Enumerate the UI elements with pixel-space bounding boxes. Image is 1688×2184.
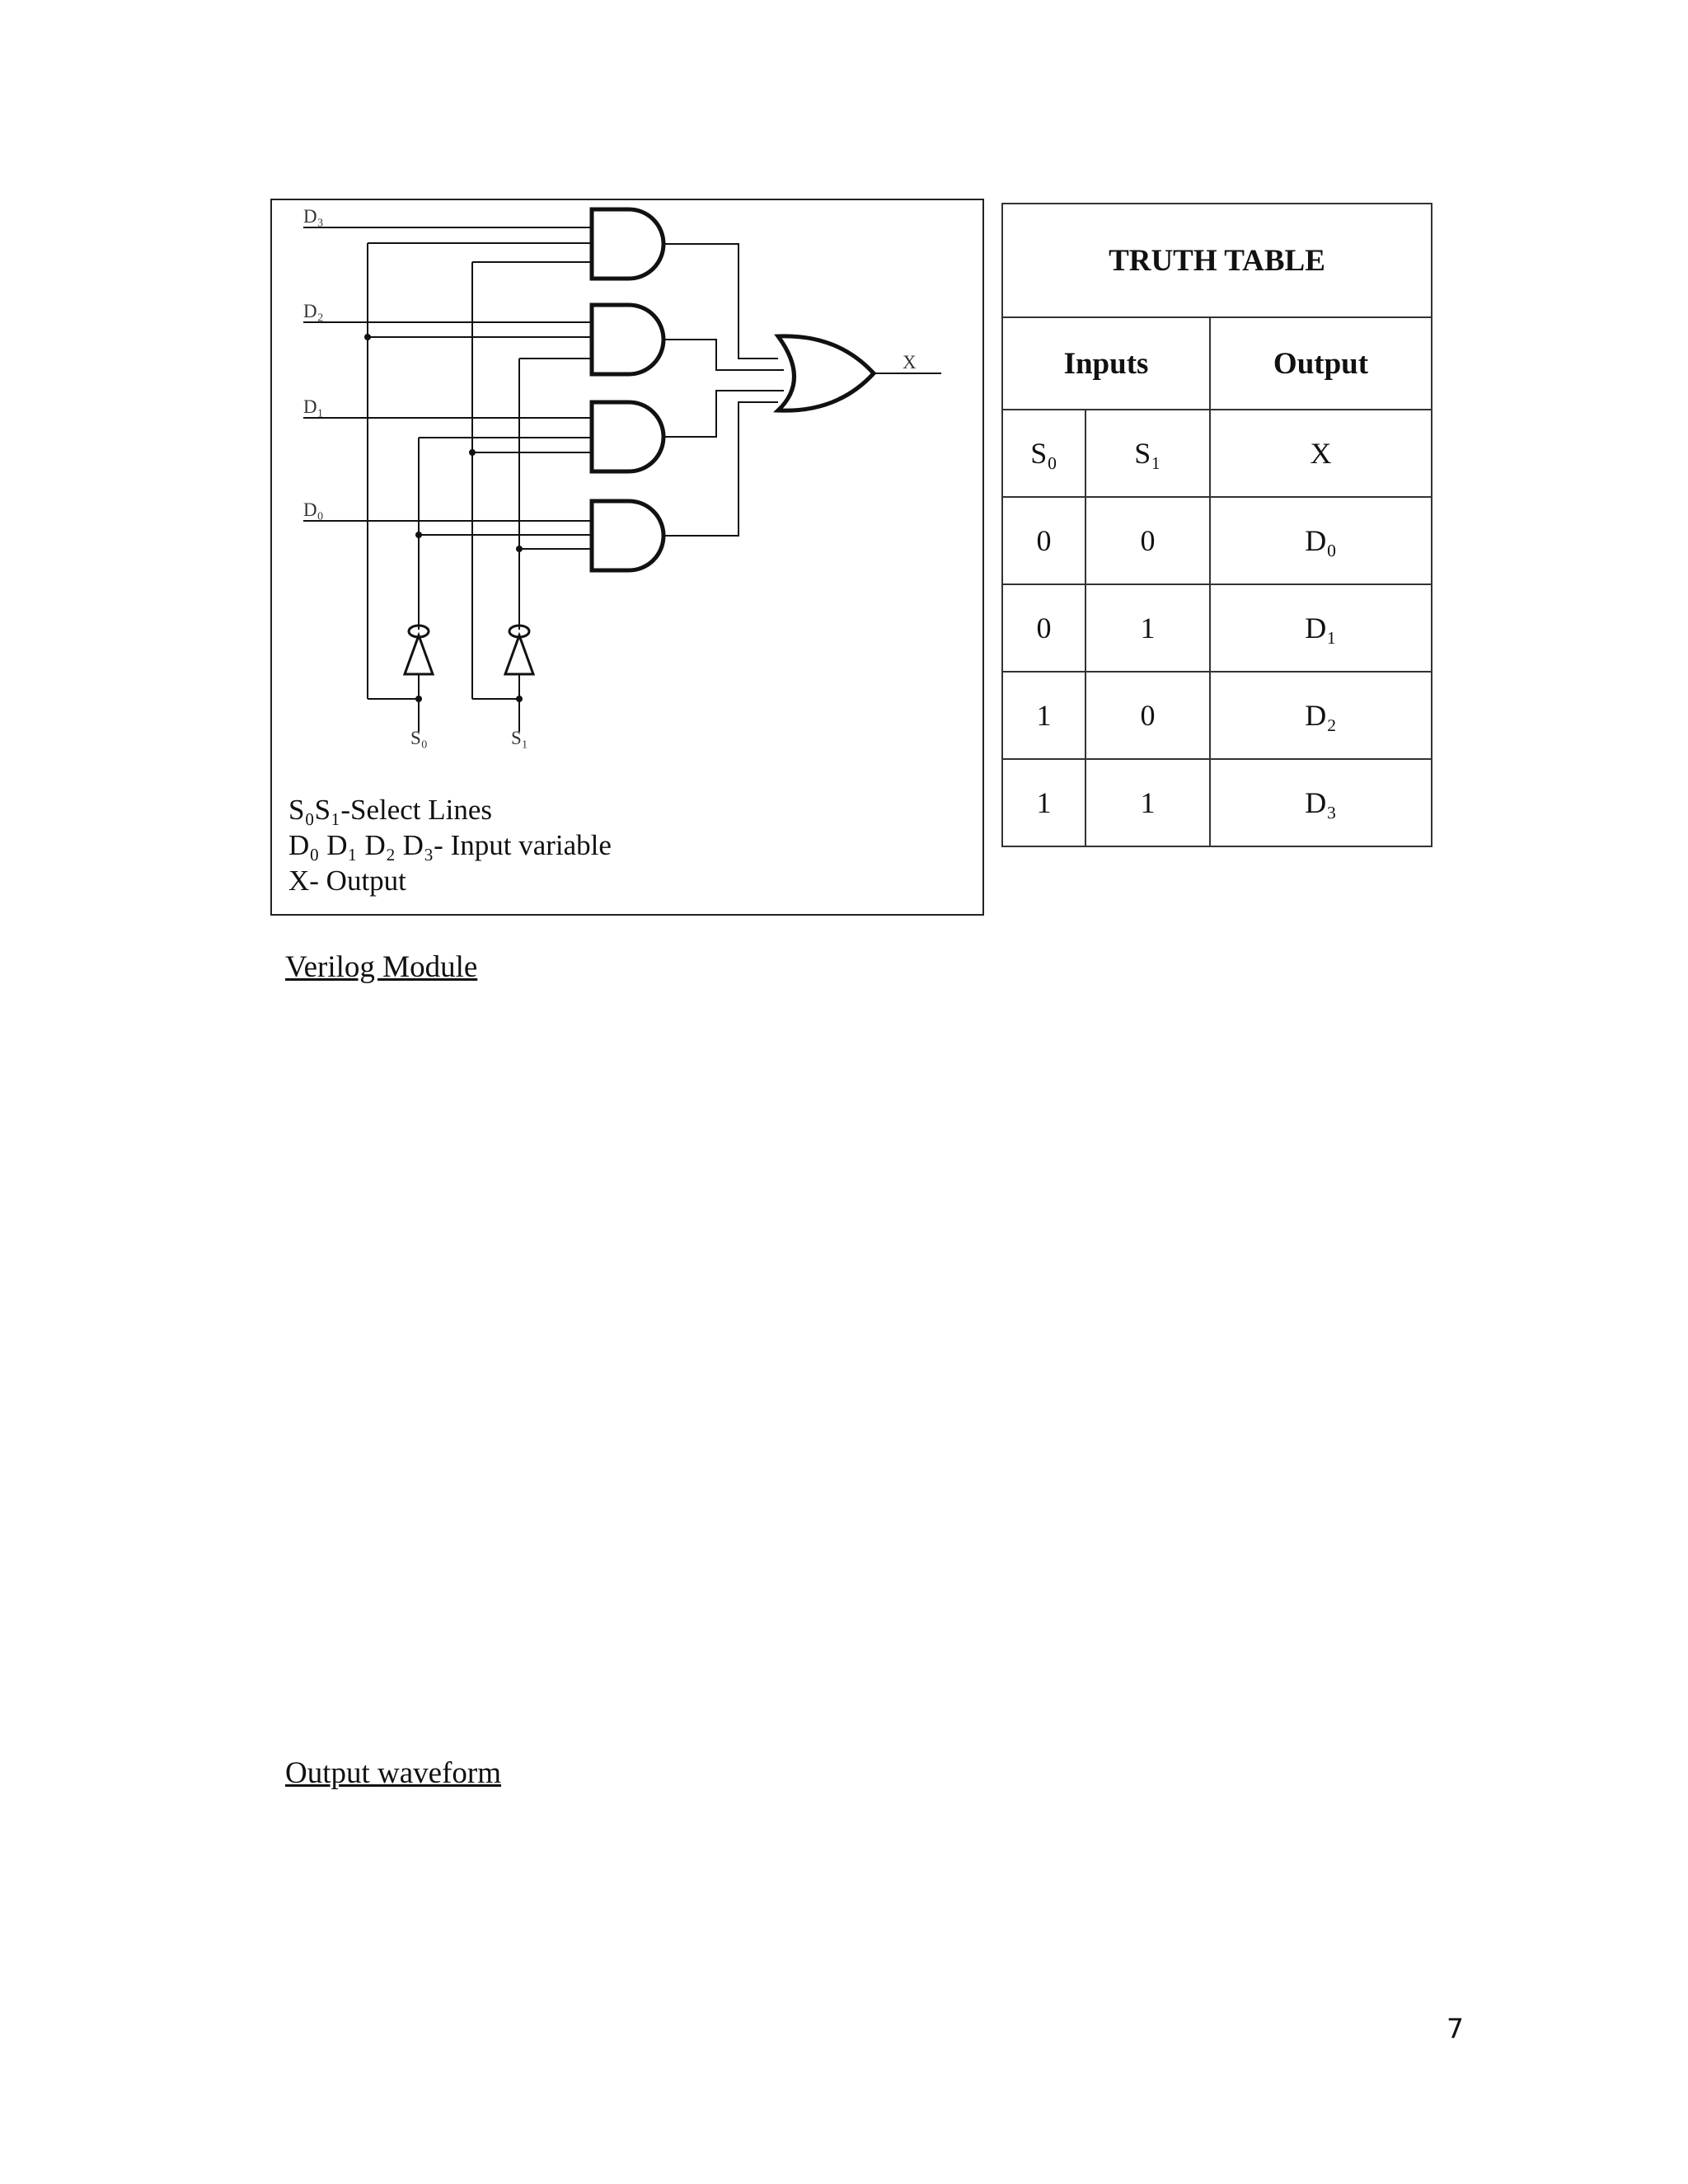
and-gate-d0 <box>592 501 663 570</box>
cell-s0: 0 <box>1002 584 1085 672</box>
table-row <box>1002 497 1432 584</box>
page-number: 7 <box>1447 2013 1464 2045</box>
cell-s1: 1 <box>1085 759 1210 846</box>
cell-x: D₃ <box>1210 759 1432 846</box>
cell-x: D₀ <box>1210 497 1432 584</box>
mux-circuit-diagram <box>270 199 984 916</box>
and-gate-d2 <box>592 305 663 374</box>
and-gate-d1 <box>592 402 663 471</box>
table-row <box>1002 584 1432 672</box>
label-x: X <box>903 352 917 373</box>
cell-s1: 1 <box>1085 584 1210 672</box>
label-d2: D₂ <box>303 301 324 321</box>
cell-x: D₁ <box>1210 584 1432 672</box>
truth-table <box>1001 203 1432 847</box>
truth-table-title: TRUTH TABLE <box>1002 204 1432 317</box>
legend-select-lines: S₀S₁-Select Lines <box>288 794 493 826</box>
column-header-x: X <box>1210 410 1432 497</box>
not-gate-s1 <box>505 635 533 674</box>
cell-s0: 1 <box>1002 672 1085 759</box>
cell-s1: 0 <box>1085 497 1210 584</box>
table-row <box>1002 759 1432 846</box>
output-header: Output <box>1210 317 1432 410</box>
legend-output: X- Output <box>288 865 406 897</box>
column-header-s0: S₀ <box>1002 410 1085 497</box>
column-header-s1: S₁ <box>1085 410 1210 497</box>
not-gate-s0 <box>405 635 433 674</box>
cell-x: D₂ <box>1210 672 1432 759</box>
cell-s1: 0 <box>1085 672 1210 759</box>
label-d3: D₃ <box>303 206 324 227</box>
label-d0: D₀ <box>303 499 324 520</box>
verilog-module-heading: Verilog Module <box>285 950 478 984</box>
cell-s0: 1 <box>1002 759 1085 846</box>
cell-s0: 0 <box>1002 497 1085 584</box>
circuit-legend <box>288 792 612 898</box>
and-gate-d3 <box>592 209 663 279</box>
label-s1: S₁ <box>511 728 528 748</box>
label-d1: D₁ <box>303 396 324 417</box>
table-row <box>1002 672 1432 759</box>
inputs-header: Inputs <box>1002 317 1210 410</box>
output-waveform-heading: Output waveform <box>285 1756 502 1790</box>
label-s0: S₀ <box>410 728 428 748</box>
legend-input-variable: D₀ D₁ D₂ D₃- Input variable <box>288 829 612 861</box>
or-gate <box>778 336 874 410</box>
